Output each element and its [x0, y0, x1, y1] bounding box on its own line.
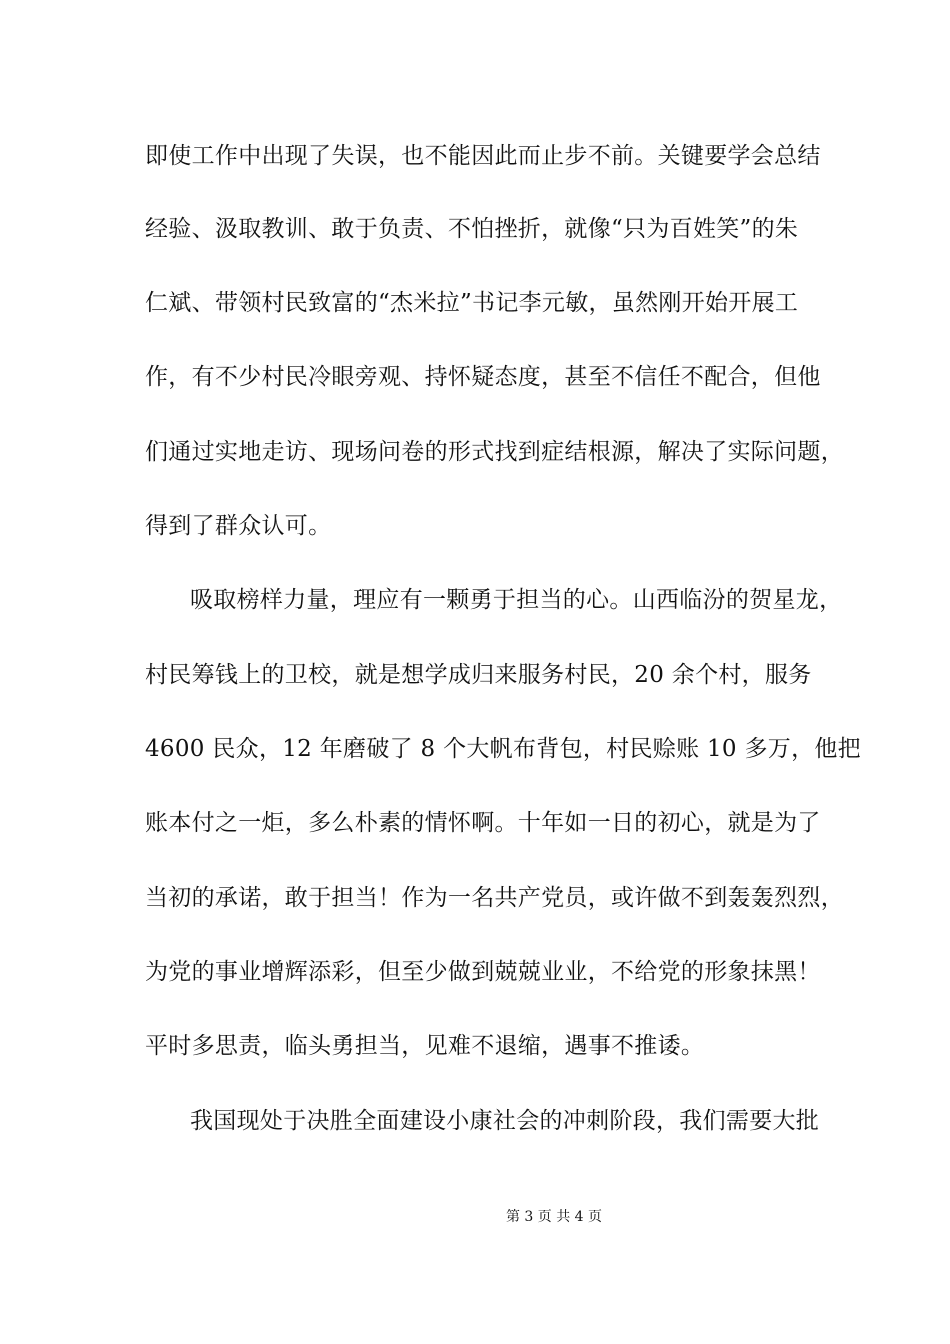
- paragraph-2-line-2: 村民筹钱上的卫校，就是想学成归来服务村民，20 余个村，服务: [145, 662, 812, 688]
- paragraph-3-line-1: 我国现处于决胜全面建设小康社会的冲刺阶段，我们需要大批: [190, 1108, 820, 1134]
- page-number-footer: 第 3 页 共 4 页: [505, 1209, 603, 1225]
- paragraph-2-line-6: 为党的事业增辉添彩，但至少做到兢兢业业，不给党的形象抹黑！: [145, 959, 821, 985]
- paragraph-1-line-4: 作，有不少村民冷眼旁观、持怀疑态度，甚至不信任不配合，但他: [145, 364, 821, 390]
- paragraph-2-line-4: 账本付之一炬，多么朴素的情怀啊。十年如一日的初心，就是为了: [145, 810, 821, 836]
- paragraph-2-line-1: 吸取榜样力量，理应有一颗勇于担当的心。山西临汾的贺星龙，: [190, 587, 843, 613]
- paragraph-1-line-3: 仁斌、带领村民致富的“杰米拉”书记李元敏，虽然刚开始开展工: [145, 290, 799, 316]
- paragraph-2-line-5: 当初的承诺，敢于担当！作为一名共产党员，或许做不到轰轰烈烈，: [145, 885, 844, 911]
- paragraph-1-line-1: 即使工作中出现了失误，也不能因此而止步不前。关键要学会总结: [145, 143, 821, 169]
- paragraph-1-line-5: 们通过实地走访、现场问卷的形式找到症结根源，解决了实际问题，: [145, 439, 844, 465]
- paragraph-2-line-7: 平时多思责，临头勇担当，见难不退缩，遇事不推诿。: [145, 1033, 705, 1059]
- paragraph-2-line-3: 4600 民众，12 年磨破了 8 个大帆布背包，村民赊账 10 多万，他把: [145, 736, 861, 762]
- paragraph-1-line-2: 经验、汲取教训、敢于负责、不怕挫折，就像“只为百姓笑”的朱: [145, 216, 799, 242]
- paragraph-1-line-6: 得到了群众认可。: [145, 513, 332, 539]
